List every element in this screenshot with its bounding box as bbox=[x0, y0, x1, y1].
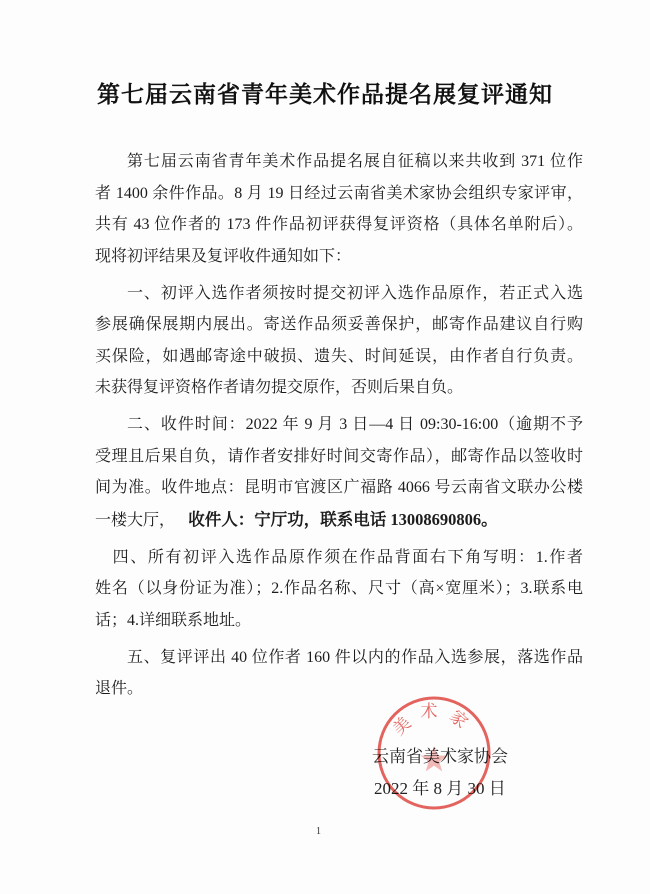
contact-info: 收件人：宁厅功，联系电话 13008690806。 bbox=[188, 509, 498, 529]
body-line bbox=[95, 504, 583, 537]
body-line: 参展确保展期内展出。寄送作品须妥善保护，邮寄作品建议自行购 bbox=[95, 316, 583, 333]
body-line: 五、复评评出 40 位作者 160 件以内的作品入选参展，落选作品 bbox=[127, 648, 583, 666]
paragraph-item-1 bbox=[95, 278, 583, 404]
signature-date: 2022 年 8 月 30 日 bbox=[374, 779, 506, 798]
body-line: 第七届云南省青年美术作品提名展自征稿以来共收到 371 位作 bbox=[127, 153, 583, 170]
body-line: 现将初评结果及复评收件通知如下： bbox=[95, 247, 352, 265]
notice-title: 第七届云南省青年美术作品提名展复评通知 bbox=[97, 82, 553, 108]
body-line: 买保险，如遇邮寄途中破损、遗失、时间延误，由作者自行负责。 bbox=[95, 347, 583, 365]
body-line: 话；4.详细联系地址。 bbox=[95, 611, 252, 629]
receiving-location-end: 一楼大厅， bbox=[95, 511, 176, 529]
notice-body bbox=[95, 146, 583, 705]
body-line: 间为准。收件地点：昆明市官渡区广福路 4066 号云南省文联办公楼 bbox=[95, 479, 583, 496]
body-line: 未获得复评资格作者请勿提交原作，否则后果自负。 bbox=[95, 379, 464, 396]
paragraph-item-5 bbox=[95, 642, 583, 705]
seal-text-path: 美术家 bbox=[389, 702, 479, 740]
body-line: 共有 43 位作者的 173 件作品初评获得复评资格（具体名单附后）。 bbox=[95, 216, 583, 233]
body-line: 四、所有初评入选作品原作须在作品背面右下角写明：1.作者 bbox=[112, 548, 583, 566]
body-line: 一、初评入选作者须按时提交初评入选作品原作，若正式入选 bbox=[127, 284, 583, 302]
body-line: 者 1400 余件作品。8 月 19 日经过云南省美术家协会组织专家评审， bbox=[95, 184, 583, 202]
page-number: 1 bbox=[316, 826, 321, 837]
paragraph-intro bbox=[95, 146, 583, 272]
body-line: 姓名（以身份证为准）；2.作品名称、尺寸（高×宽厘米）；3.联系电 bbox=[95, 580, 583, 597]
body-line: 受理且后果自负，请作者安排好时间交寄作品），邮寄作品以签收时 bbox=[95, 447, 583, 465]
paragraph-item-2 bbox=[95, 409, 583, 536]
body-line: 二、收件时间：2022 年 9 月 3 日—4 日 09:30-16:00（逾期不予 bbox=[127, 416, 583, 433]
paragraph-item-4 bbox=[95, 542, 583, 637]
seal-star-icon bbox=[421, 746, 448, 771]
signature-organization: 云南省美术家协会 bbox=[372, 747, 508, 766]
body-line: 退件。 bbox=[95, 680, 144, 697]
official-seal bbox=[375, 694, 493, 812]
